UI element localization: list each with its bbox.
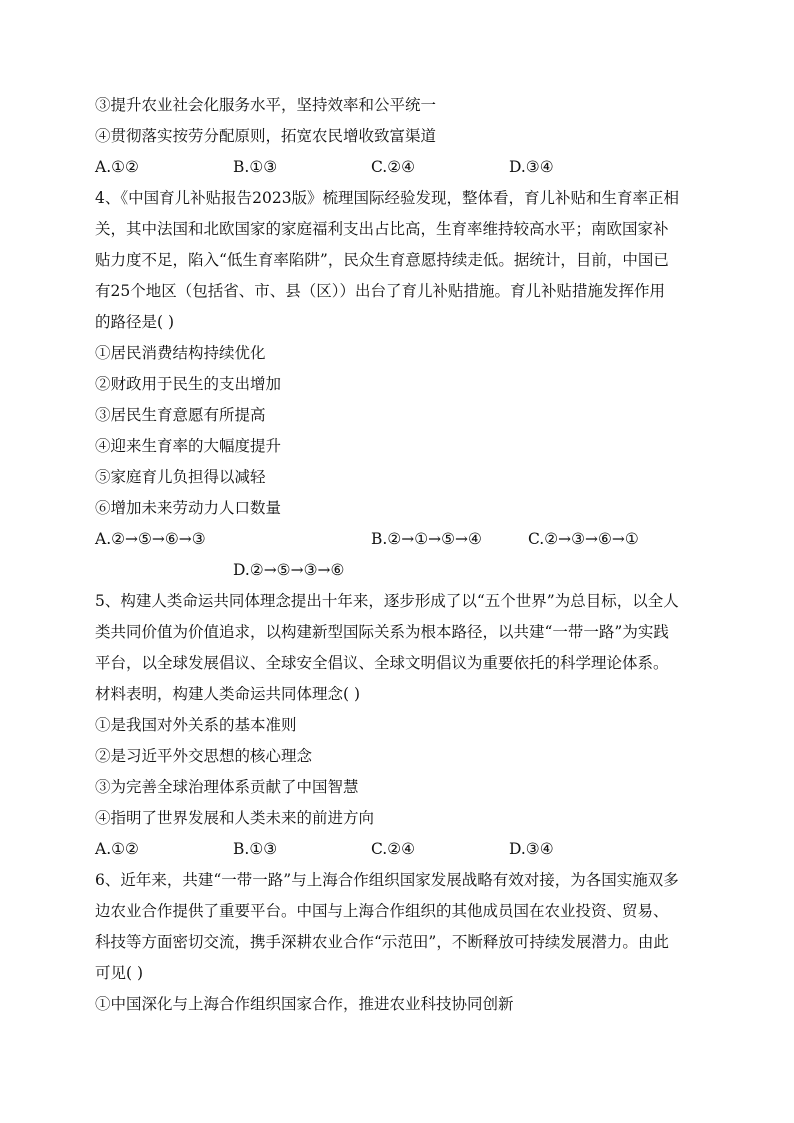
q3-item-3: ③提升农业社会化服务水平，坚持效率和公平统一 [95,96,437,114]
q4-options-row-2 [95,555,705,586]
q5-stem-line-1: 5、构建人类命运共同体理念提出十年来，逐步形成了以“五个世界”为总目标，以全人 [95,592,679,610]
q4-item-4: ④迎来生育率的大幅度提升 [95,437,282,455]
q6-item-1: ①中国深化与上海合作组织国家合作，推进农业科技协同创新 [95,995,514,1013]
q5-stem-line-3: 平台，以全球发展倡议、全球安全倡议、全球文明倡议为重要依托的科学理论体系。 [95,654,669,672]
q3-option-c[interactable]: C.②④ [371,158,416,176]
q4-option-b[interactable]: B.②→①→⑤→④ [371,530,482,548]
q4-item-6: ⑥增加未来劳动力人口数量 [95,499,282,517]
q3-item-4: ④贯彻落实按劳分配原则，拓宽农民增收致富渠道 [95,127,437,145]
q4-item-1: ①居民消费结构持续优化 [95,344,266,362]
q6-stem-line-3: 科技等方面密切交流，携手深耕农业合作“示范田”，不断释放可持续发展潜力。由此 [95,933,669,951]
q4-stem-line-4: 有25个地区（包括省、市、县（区））出台了育儿补贴措施。育儿补贴措施发挥作用 [95,282,665,300]
q4-stem-line-3: 贴力度不足，陷入“低生育率陷阱”，民众生育意愿持续走低。据统计，目前，中国已 [95,251,669,269]
q4-stem-line-5: 的路径是( ) [95,313,175,331]
q4-item-5: ⑤家庭育儿负担得以减轻 [95,468,266,486]
q3-option-a[interactable]: A.①② [95,158,139,176]
q4-option-a[interactable]: A.②→⑤→⑥→③ [95,530,206,548]
q3-option-b[interactable]: B.①③ [233,158,278,176]
q5-item-1: ①是我国对外关系的基本准则 [95,716,297,734]
q5-option-c[interactable]: C.②④ [371,840,416,858]
q5-item-3: ③为完善全球治理体系贡献了中国智慧 [95,778,359,796]
q4-item-2: ②财政用于民生的支出增加 [95,375,282,393]
q3-options [95,152,705,183]
q5-item-4: ④指明了世界发展和人类未来的前进方向 [95,809,375,827]
q5-option-b[interactable]: B.①③ [233,840,278,858]
q3-option-d[interactable]: D.③④ [509,158,554,176]
q5-option-a[interactable]: A.①② [95,840,139,858]
q4-options-row-1 [95,524,705,555]
q6-stem-line-4: 可见( ) [95,964,144,982]
q5-stem-line-4: 材料表明，构建人类命运共同体理念( ) [95,685,361,703]
q5-item-2: ②是习近平外交思想的核心理念 [95,747,313,765]
q5-stem-line-2: 类共同价值为价值追求，以构建新型国际关系为根本路径，以共建“一带一路”为实践 [95,623,669,641]
q6-stem-line-1: 6、近年来，共建“一带一路”与上海合作组织国家发展战略有效对接，为各国实施双多 [95,871,679,889]
q4-option-c[interactable]: C.②→③→⑥→① [528,530,639,548]
q4-item-3: ③居民生育意愿有所提高 [95,406,266,424]
q5-options [95,834,705,865]
q6-stem-line-2: 边农业合作提供了重要平台。中国与上海合作组织的其他成员国在农业投资、贸易、 [95,902,669,920]
q4-option-d[interactable]: D.②→⑤→③→⑥ [233,561,345,579]
q4-stem-line-1: 4、《中国育儿补贴报告2023版》梳理国际经验发现，整体看，育儿补贴和生育率正相 [95,189,680,207]
q4-stem-line-2: 关，其中法国和北欧国家的家庭福利支出占比高，生育率维持较高水平；南欧国家补 [95,220,669,238]
q5-option-d[interactable]: D.③④ [509,840,554,858]
